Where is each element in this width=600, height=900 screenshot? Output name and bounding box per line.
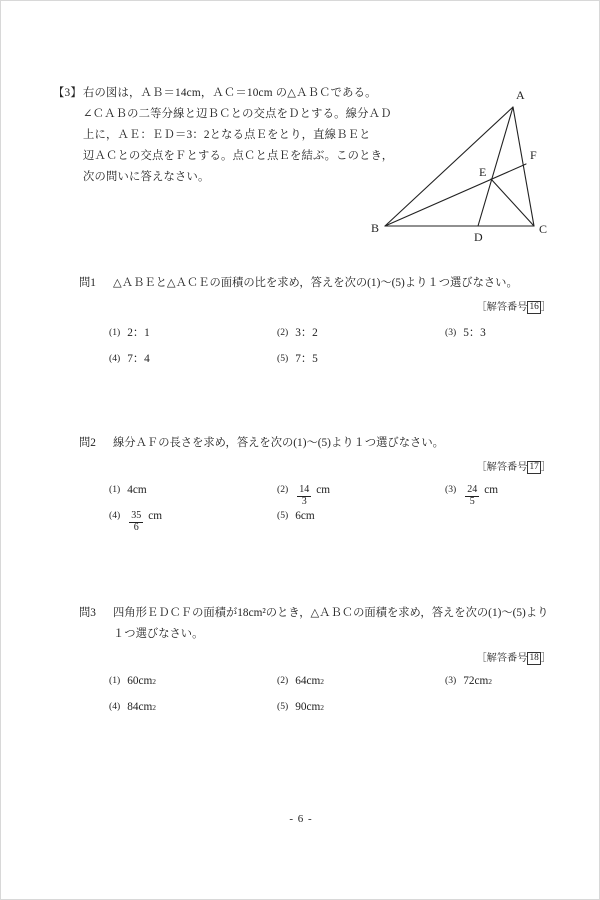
segment-EC bbox=[491, 179, 534, 226]
option-row bbox=[109, 484, 559, 510]
option-superscript: 2 bbox=[320, 703, 325, 712]
question-2-body bbox=[113, 433, 559, 454]
option-text: 72cm bbox=[463, 675, 489, 687]
option-number: (4) bbox=[109, 353, 121, 364]
vertex-label-F: F bbox=[530, 148, 537, 162]
question-3-options bbox=[109, 675, 559, 727]
option-2[interactable] bbox=[277, 484, 445, 508]
option-3[interactable] bbox=[445, 484, 600, 508]
problem-tag: 【3】 bbox=[53, 87, 82, 99]
option-number: (3) bbox=[445, 327, 457, 338]
segment-side-CA bbox=[513, 107, 534, 226]
option-text: 7：5 bbox=[295, 353, 318, 365]
option-text: 7：4 bbox=[127, 353, 150, 365]
option-fraction bbox=[129, 511, 143, 533]
option-text: 64cm bbox=[295, 675, 321, 687]
question-2-answer-number bbox=[79, 458, 559, 474]
answer-number-box: 18 bbox=[529, 653, 539, 663]
option-text: 84cm bbox=[127, 701, 153, 713]
segment-line-BF bbox=[385, 164, 526, 226]
option-1[interactable] bbox=[109, 675, 277, 687]
option-text: 5：3 bbox=[463, 327, 486, 339]
geometry-figure bbox=[361, 81, 561, 251]
problem-line-3: 上に，ＡＥ：ＥＤ＝3：2となる点Ｅをとり，直線ＢＥと bbox=[83, 129, 371, 141]
option-number: (3) bbox=[445, 484, 457, 495]
option-superscript: 2 bbox=[152, 703, 157, 712]
question-2-head bbox=[79, 433, 559, 454]
question-1-body bbox=[113, 273, 559, 294]
option-number: (5) bbox=[277, 353, 289, 364]
problem-line-4: 辺ＡＣとの交点をＦとする。点Ｃと点Ｅを結ぶ。このとき， bbox=[83, 150, 394, 162]
question-1-head bbox=[79, 273, 559, 294]
answer-number-prefix: ［解答番号 bbox=[476, 462, 528, 473]
fraction-denominator: 6 bbox=[129, 522, 143, 534]
option-number: (1) bbox=[109, 327, 121, 338]
option-unit: cm bbox=[148, 510, 162, 522]
segment-side-AB bbox=[385, 107, 513, 226]
page-number: - 6 - bbox=[289, 813, 313, 825]
option-number: (3) bbox=[445, 675, 457, 686]
option-text: 90cm bbox=[295, 701, 321, 713]
option-text: 60cm bbox=[127, 675, 153, 687]
option-unit: cm bbox=[316, 484, 330, 496]
option-number: (2) bbox=[277, 675, 289, 686]
option-2[interactable] bbox=[277, 324, 445, 340]
fraction-numerator: 24 bbox=[467, 484, 478, 495]
option-5[interactable] bbox=[277, 510, 445, 522]
question-2 bbox=[79, 433, 559, 540]
vertex-label-D: D bbox=[474, 230, 483, 244]
vertex-label-B: B bbox=[371, 221, 380, 235]
answer-number-prefix: ［解答番号 bbox=[476, 653, 528, 664]
option-unit: cm bbox=[484, 484, 498, 496]
option-number: (1) bbox=[109, 675, 121, 686]
question-3 bbox=[79, 603, 559, 727]
option-text: 3：2 bbox=[295, 327, 318, 339]
option-5[interactable] bbox=[277, 701, 445, 713]
answer-number-box: 17 bbox=[529, 462, 539, 472]
option-row bbox=[109, 324, 559, 350]
answer-number-suffix: ］ bbox=[540, 302, 551, 313]
problem-text-1: 右の図は，ＡＢ＝14cm，ＡＣ＝10cm の△ＡＢＣである。 bbox=[83, 87, 377, 99]
option-1[interactable] bbox=[109, 484, 277, 496]
problem-line-2: ∠ＣＡＢの二等分線と辺ＢＣとの交点をＤとする。線分ＡＤ bbox=[83, 108, 392, 120]
option-number: (5) bbox=[277, 510, 289, 521]
option-fraction bbox=[465, 485, 479, 507]
fraction-denominator: 3 bbox=[297, 496, 311, 508]
option-row bbox=[109, 701, 559, 727]
option-number: (4) bbox=[109, 701, 121, 712]
answer-number-prefix: ［解答番号 bbox=[476, 302, 528, 313]
option-1[interactable] bbox=[109, 324, 277, 340]
option-row bbox=[109, 675, 559, 701]
option-4[interactable] bbox=[109, 701, 277, 713]
option-3[interactable] bbox=[445, 675, 600, 687]
answer-number-suffix: ］ bbox=[540, 653, 551, 664]
fraction-numerator: 35 bbox=[131, 510, 142, 521]
option-row bbox=[109, 350, 559, 376]
problem-statement bbox=[53, 83, 394, 188]
option-number: (2) bbox=[277, 327, 289, 338]
answer-number-suffix: ］ bbox=[540, 462, 551, 473]
triangle-diagram-svg bbox=[361, 81, 561, 251]
vertex-label-A: A bbox=[516, 88, 525, 102]
vertex-label-E: E bbox=[479, 165, 487, 179]
question-3-answer-number bbox=[79, 649, 559, 665]
option-number: (5) bbox=[277, 701, 289, 712]
question-2-text-line-1: 線分ＡＦの長さを求め，答えを次の(1)～(5)より１つ選びなさい。 bbox=[113, 437, 444, 449]
question-3-head bbox=[79, 603, 559, 645]
fraction-numerator: 14 bbox=[299, 484, 310, 495]
option-5[interactable] bbox=[277, 350, 445, 366]
option-text: 6cm bbox=[295, 510, 315, 522]
question-1-answer-number bbox=[79, 298, 559, 314]
option-text: 2：1 bbox=[127, 327, 150, 339]
option-text: 4cm bbox=[127, 484, 147, 496]
question-3-text-line-1: 四角形ＥＤＣＦの面積が18cm²のとき，△ＡＢＣの面積を求め，答えを次の(1)～(5)より bbox=[113, 607, 549, 619]
option-row bbox=[109, 510, 559, 540]
question-3-text-line-2: １つ選びなさい。 bbox=[113, 628, 204, 640]
option-2[interactable] bbox=[277, 675, 445, 687]
question-1 bbox=[79, 273, 559, 376]
option-4[interactable] bbox=[109, 510, 277, 534]
option-number: (4) bbox=[109, 510, 121, 521]
vertex-label-C: C bbox=[539, 222, 548, 236]
answer-number-box: 16 bbox=[529, 302, 539, 312]
fraction-denominator: 5 bbox=[465, 496, 479, 508]
option-superscript: 2 bbox=[320, 677, 325, 686]
question-3-label: 問3 bbox=[79, 607, 96, 619]
option-superscript: 2 bbox=[152, 677, 157, 686]
problem-line-5: 次の問いに答えなさい。 bbox=[83, 171, 210, 183]
option-4[interactable] bbox=[109, 350, 277, 366]
option-fraction bbox=[297, 485, 311, 507]
option-number: (2) bbox=[277, 484, 289, 495]
option-number: (1) bbox=[109, 484, 121, 495]
question-2-options bbox=[109, 484, 559, 540]
option-3[interactable] bbox=[445, 324, 600, 340]
question-3-body bbox=[113, 603, 559, 645]
question-1-text-line-1: △ＡＢＥと△ＡＣＥの面積の比を求め，答えを次の(1)～(5)より１つ選びなさい。 bbox=[113, 277, 518, 289]
problem-line-1 bbox=[53, 83, 383, 104]
question-1-options bbox=[109, 324, 559, 376]
question-1-label: 問1 bbox=[79, 277, 96, 289]
question-2-label: 問2 bbox=[79, 437, 96, 449]
option-superscript: 2 bbox=[488, 677, 493, 686]
